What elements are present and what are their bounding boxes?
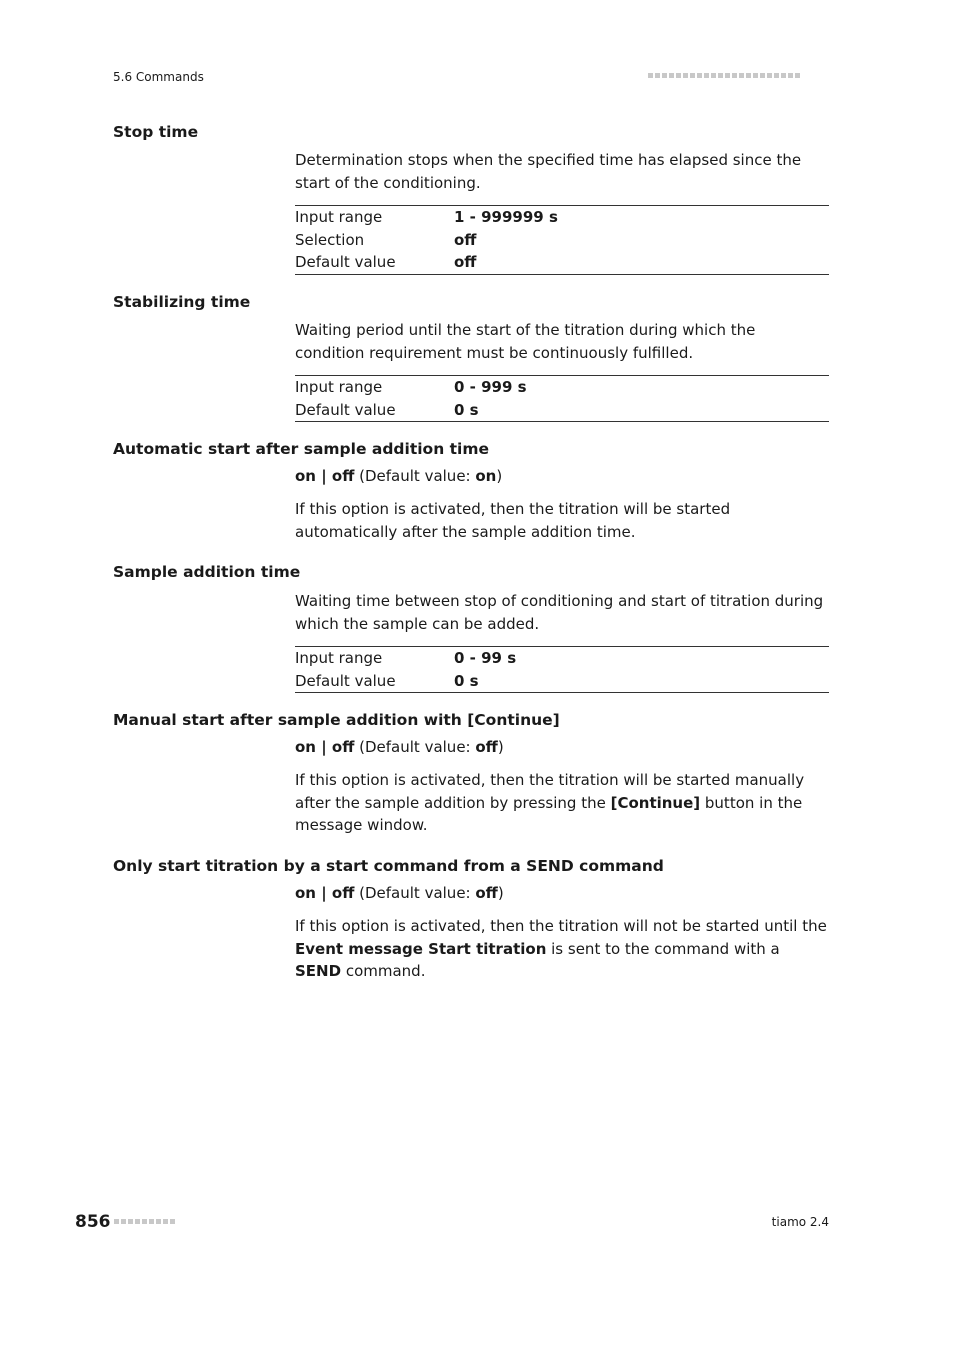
decorative-dot (697, 73, 702, 78)
param-value: 0 s (454, 671, 479, 690)
param-value: 0 s (454, 400, 479, 419)
stop-time-description: Determination stops when the specified time has elapsed since the start of the conditioning. (295, 151, 802, 192)
default-value: off (475, 884, 498, 902)
decorative-dot (149, 1219, 154, 1224)
manual-start-description (295, 769, 829, 837)
decorative-dot (767, 73, 772, 78)
decorative-dot (662, 73, 667, 78)
decorative-dot (760, 73, 765, 78)
section-title-sample-addition-time: Sample addition time (113, 563, 301, 581)
param-value: 1 - 999999 s (454, 208, 558, 226)
decorative-dot (753, 73, 758, 78)
footer-dot-bar (114, 1219, 175, 1224)
onoff-options: on | off (295, 738, 355, 756)
default-prefix: (Default value: (354, 738, 476, 756)
decorative-dot (718, 73, 723, 78)
decorative-dot (732, 73, 737, 78)
decorative-dot (156, 1219, 161, 1224)
param-label: Input range (295, 208, 383, 226)
default-suffix: ) (496, 467, 503, 485)
running-header-section: 5.6 Commands (113, 70, 204, 84)
section-title-send-start: Only start titration by a start command from a SEND command (113, 857, 664, 875)
desc-text: button in the message window. (295, 793, 803, 834)
param-value: off (454, 230, 477, 249)
param-label: Default value (295, 671, 396, 690)
send-start-onoff-line (295, 884, 504, 902)
decorative-dot (163, 1219, 168, 1224)
onoff-options: on | off (295, 467, 355, 485)
decorative-dot (170, 1219, 175, 1224)
section-title-manual-start: Manual start after sample addition with [Continue] (113, 711, 560, 729)
desc-bold-event-message: Event message Start titration (295, 939, 547, 958)
decorative-dot (669, 73, 674, 78)
desc-bold-continue: [Continue] (610, 793, 701, 812)
section-title-stabilizing-time: Stabilizing time (113, 293, 251, 311)
auto-start-onoff-line (295, 467, 502, 485)
table-row (295, 399, 829, 422)
decorative-dot (725, 73, 730, 78)
decorative-dot (121, 1219, 126, 1224)
decorative-dot (774, 73, 779, 78)
default-value: on (475, 467, 497, 485)
auto-start-description: If this option is activated, then the titration will be started automatically after the sample addition time. (295, 500, 731, 541)
param-label: Input range (295, 649, 383, 667)
stabilizing-time-description: Waiting period until the start of the titration during which the condition requirement must be continuously fulfilled. (295, 321, 756, 362)
decorative-dot (128, 1219, 133, 1224)
decorative-dot (655, 73, 660, 78)
sample-addition-time-description: Waiting time between stop of conditioning and start of titration during which the sample can be added. (295, 592, 824, 633)
stabilizing-time-param-table (295, 375, 829, 422)
param-label: Default value (295, 400, 396, 419)
decorative-dot (704, 73, 709, 78)
decorative-dot (683, 73, 688, 78)
default-suffix: ) (497, 738, 504, 756)
desc-text: command. (341, 962, 426, 980)
param-value: 0 - 99 s (454, 649, 517, 667)
send-start-description (295, 915, 829, 983)
default-prefix: (Default value: (354, 467, 476, 485)
param-label: Input range (295, 378, 383, 396)
manual-start-onoff-line (295, 738, 504, 756)
stop-time-param-table (295, 205, 829, 275)
header-dot-bar (648, 73, 800, 78)
param-value: 0 - 999 s (454, 378, 527, 396)
section-title-stop-time: Stop time (113, 123, 199, 141)
desc-text: If this option is activated, then the titration will not be started until the (295, 917, 827, 935)
desc-bold-send: SEND (295, 962, 342, 980)
param-label: Default value (295, 253, 396, 271)
decorative-dot (648, 73, 653, 78)
decorative-dot (142, 1219, 147, 1224)
decorative-dot (676, 73, 681, 78)
decorative-dot (690, 73, 695, 78)
param-label: Selection (295, 230, 365, 249)
desc-text: is sent to the command with a (546, 939, 780, 958)
decorative-dot (739, 73, 744, 78)
sample-addition-time-param-table (295, 646, 829, 693)
default-value: off (475, 738, 498, 756)
decorative-dot (781, 73, 786, 78)
param-value: off (454, 253, 477, 271)
table-row (295, 647, 829, 670)
section-title-auto-start: Automatic start after sample addition time (113, 440, 490, 458)
table-row (295, 206, 829, 229)
default-suffix: ) (497, 884, 504, 902)
product-name: tiamo 2.4 (771, 1215, 829, 1229)
page-number: 856 (75, 1212, 111, 1232)
table-row (295, 376, 829, 399)
table-row (295, 229, 829, 252)
table-row (295, 251, 829, 274)
decorative-dot (795, 73, 800, 78)
decorative-dot (114, 1219, 119, 1224)
decorative-dot (746, 73, 751, 78)
decorative-dot (711, 73, 716, 78)
decorative-dot (135, 1219, 140, 1224)
decorative-dot (788, 73, 793, 78)
onoff-options: on | off (295, 884, 355, 902)
table-row (295, 670, 829, 693)
default-prefix: (Default value: (354, 884, 476, 902)
desc-text: If this option is activated, then the titration will be started manually after the sample addition by pressing the (295, 771, 805, 812)
